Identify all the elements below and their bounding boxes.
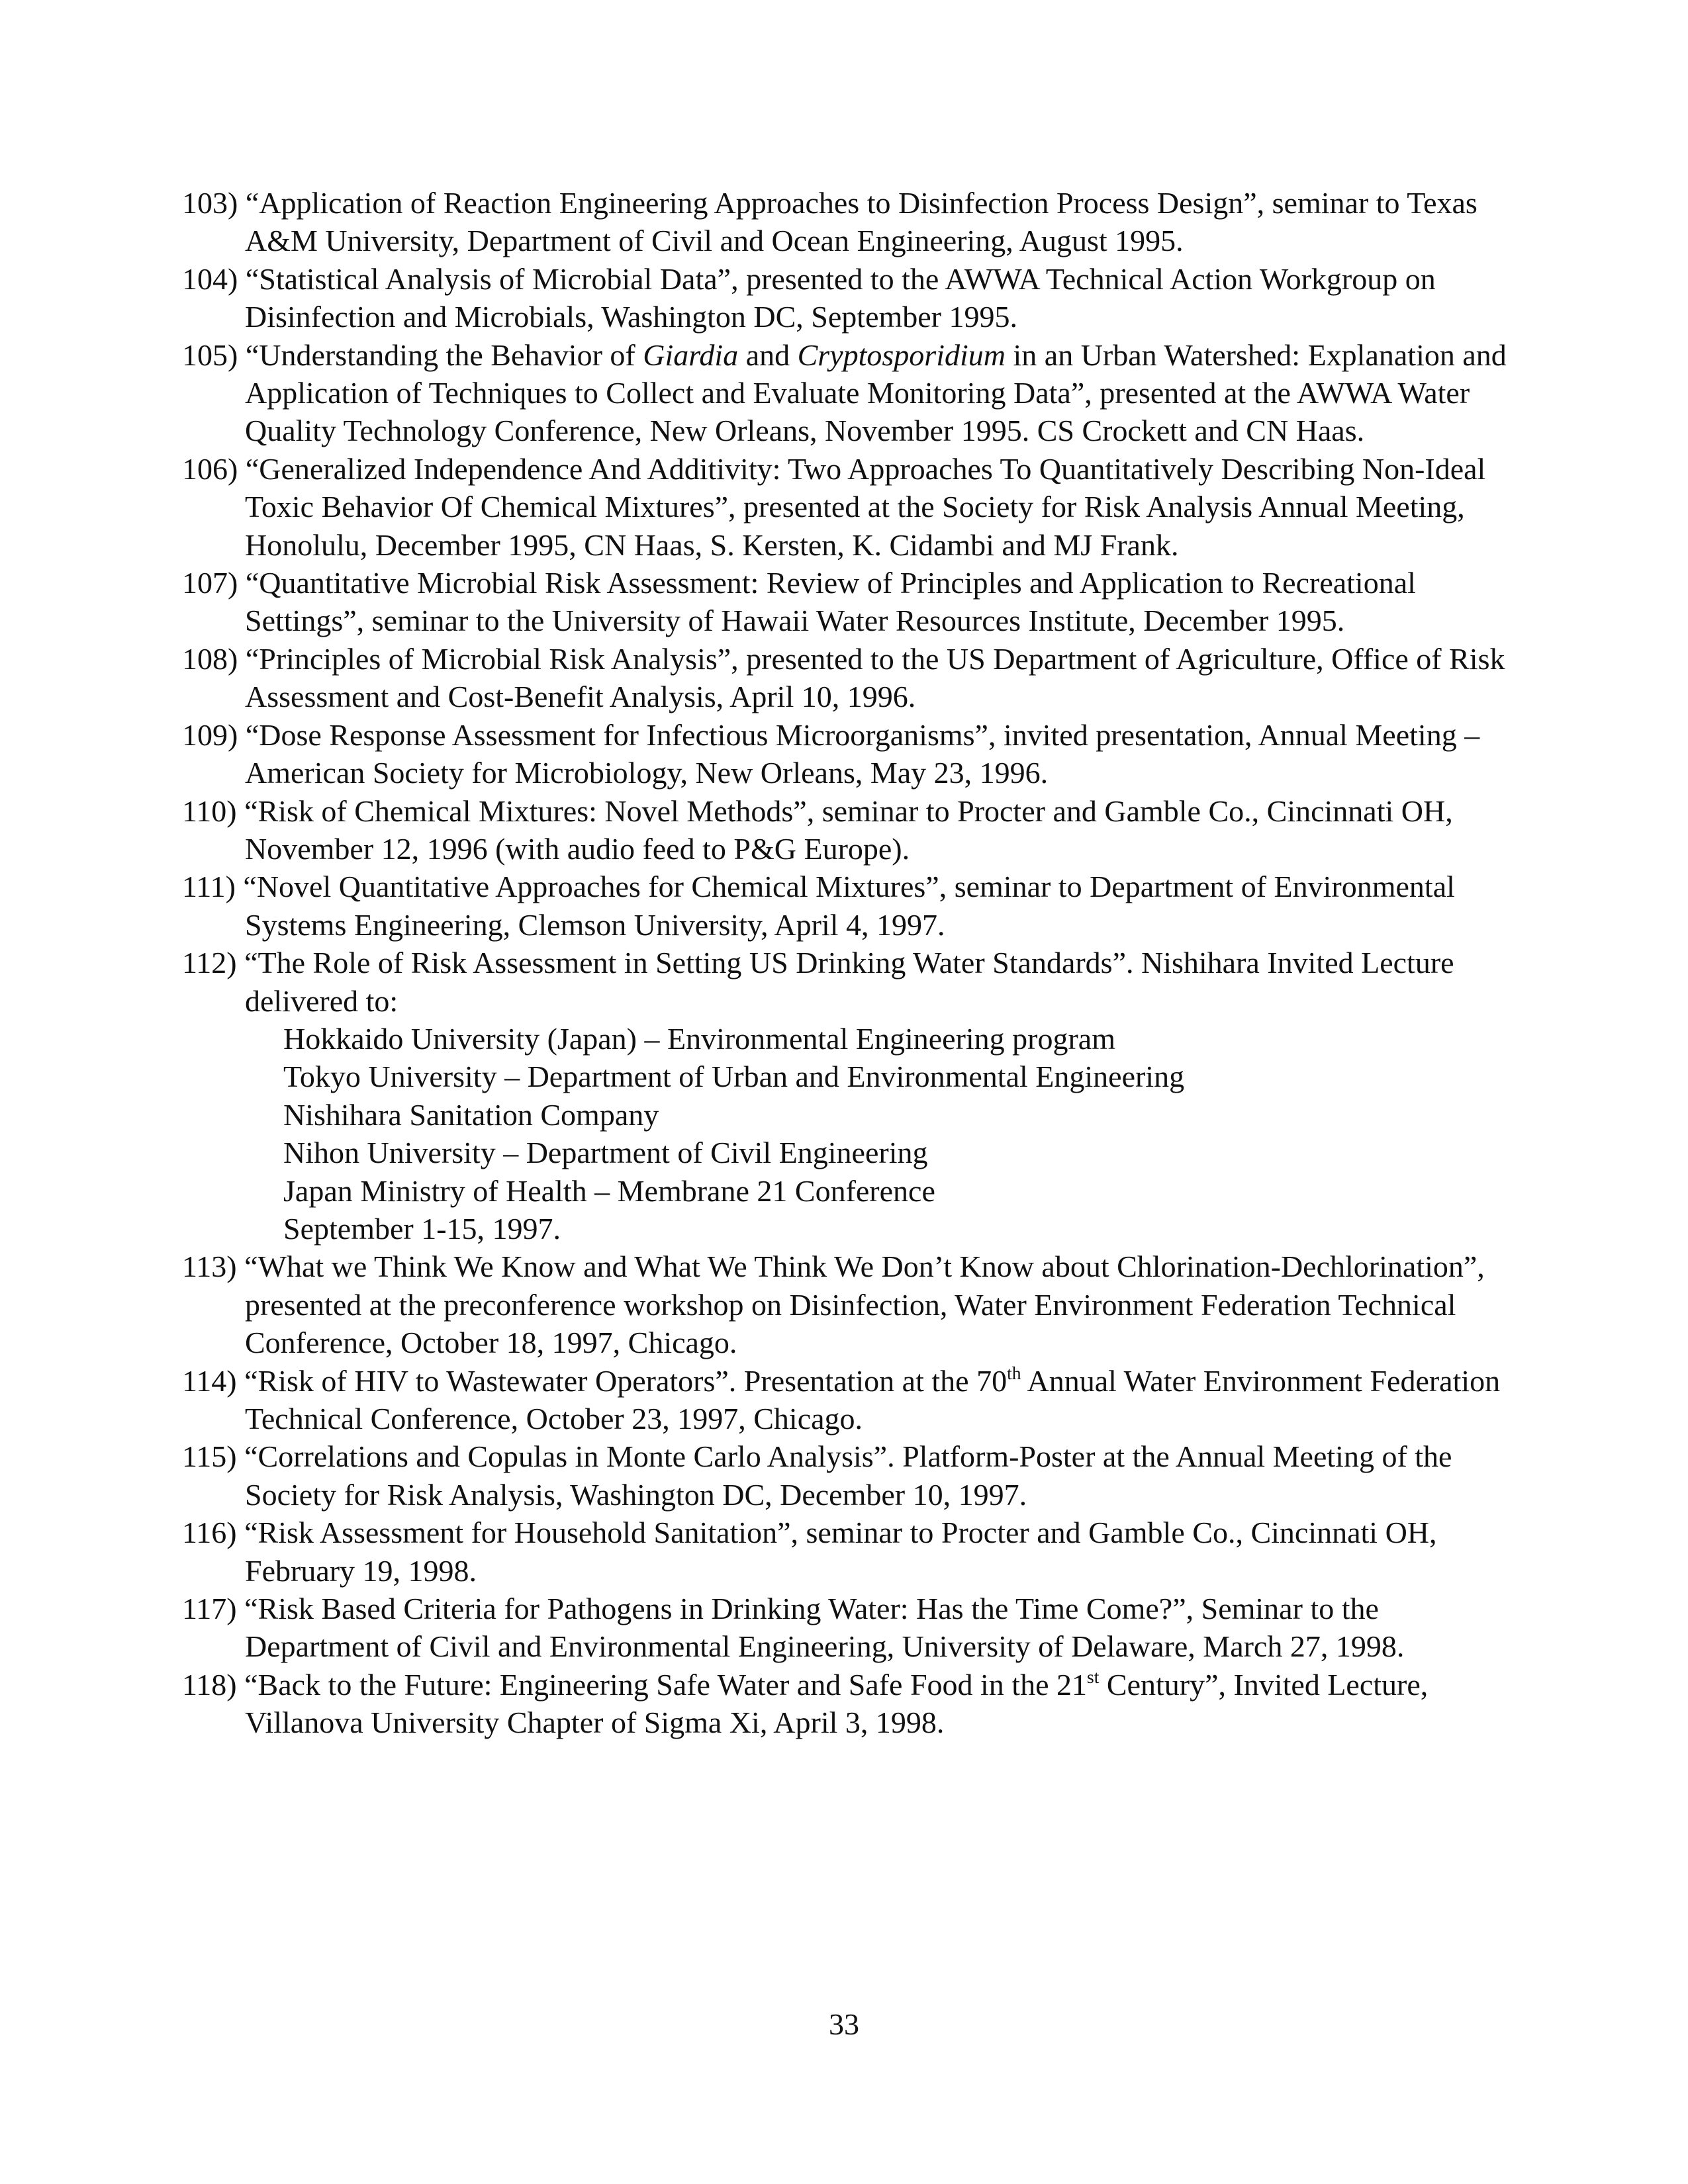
list-item — [182, 1666, 1513, 1742]
entry-number: 111) — [182, 870, 236, 904]
venue-line: September 1-15, 1997. — [283, 1211, 561, 1246]
entry-number: 104) — [182, 261, 238, 296]
entry-number: 103) — [182, 186, 238, 220]
entry-number: 109) — [182, 717, 238, 752]
list-item — [182, 1437, 1513, 1514]
entry-text: and — [738, 338, 798, 372]
entry-text: “Risk Based Criteria for Pathogens in Drinking Water: Has the Time Come?”, Seminar to the Department of Civil and Environmental Engineering, University of Delaware, March 27, 1998. — [244, 1592, 1405, 1664]
entry-number: 107) — [182, 566, 238, 600]
list-item — [182, 792, 1513, 868]
entry-text: in an Urban Watershed: Explanation and Application of Techniques to Collect and Evaluate Monitoring Data”, presented at the AWWA Water Quality Technology Conference, New Orleans, November 1995. CS Crockett and CN Haas. — [245, 338, 1507, 448]
venue-line: Nishihara Sanitation Company — [283, 1097, 659, 1132]
entry-text: “Correlations and Copulas in Monte Carlo Analysis”. Platform-Poster at the Annual Meeting of the Society for Risk Analysis, Washington DC, December 10, 1997. — [244, 1439, 1452, 1512]
entry-number: 117) — [182, 1592, 237, 1626]
presentation-list — [182, 184, 1513, 1742]
entry-text: “Generalized Independence And Additivity: Two Approaches To Quantitatively Describing Non-Ideal Toxic Behavior Of Chemical Mixtures”, presented at the Society for Risk Analysis Annual Meeting, Honolulu, December 1995, CN Haas, S. Kersten, K. Cidambi and MJ Frank. — [245, 451, 1486, 562]
list-item — [182, 1590, 1513, 1666]
entry-text: Annual Water Environment Federation Technical Conference, October 23, 1997, Chicago. — [245, 1363, 1501, 1435]
entry-text: “Risk of Chemical Mixtures: Novel Methods”, seminar to Procter and Gamble Co., Cincinnati OH, November 12, 1996 (with audio feed to P&G Europe). — [244, 794, 1453, 866]
entry-text: “Understanding the Behavior of — [245, 338, 643, 372]
list-item — [182, 1514, 1513, 1590]
entry-number: 116) — [182, 1516, 237, 1550]
list-item — [182, 868, 1513, 944]
list-item — [182, 640, 1513, 716]
entry-text: “Statistical Analysis of Microbial Data”, presented to the AWWA Technical Action Workgroup on Disinfection and Microbials, Washington DC, September 1995. — [245, 261, 1436, 334]
entry-text: “Risk Assessment for Household Sanitation”, seminar to Procter and Gamble Co., Cincinnati OH, February 19, 1998. — [244, 1516, 1437, 1588]
entry-text: “The Role of Risk Assessment in Setting US Drinking Water Standards”. Nishihara Invited Lecture delivered to: — [244, 946, 1454, 1018]
list-item — [182, 944, 1513, 1248]
superscript: th — [1007, 1362, 1021, 1383]
venue-line: Tokyo University – Department of Urban and Environmental Engineering — [283, 1060, 1185, 1094]
entry-text: “Dose Response Assessment for Infectious Microorganisms”, invited presentation, Annual Meeting – American Society for Microbiology, New Orleans, May 23, 1996. — [245, 717, 1480, 790]
list-item — [182, 1248, 1513, 1361]
entry-number: 118) — [182, 1667, 237, 1702]
entry-text: “Back to the Future: Engineering Safe Water and Safe Food in the 21 — [244, 1667, 1088, 1702]
list-item — [182, 184, 1513, 260]
entry-number: 112) — [182, 946, 237, 980]
italic-term: Giardia — [643, 338, 739, 372]
venue-line: Hokkaido University (Japan) – Environmental Engineering program — [283, 1021, 1116, 1056]
entry-text: “Quantitative Microbial Risk Assessment: Review of Principles and Application to Recreational Settings”, seminar to the University of Hawaii Water Resources Institute, December 1995. — [245, 566, 1416, 638]
venue-line: Nihon University – Department of Civil Engineering — [283, 1136, 928, 1170]
entry-number: 114) — [182, 1363, 237, 1398]
entry-number: 113) — [182, 1250, 237, 1284]
page-number: 33 — [829, 2007, 859, 2041]
entry-number: 108) — [182, 641, 238, 676]
entry-text: “What we Think We Know and What We Think We Don’t Know about Chlorination-Dechlorination”, presented at the preconference workshop on Disinfection, Water Environment Federation Technical Conference, October 18, 1997, Chicago. — [244, 1250, 1485, 1360]
entry-text: “Principles of Microbial Risk Analysis”, presented to the US Department of Agriculture, Office of Risk Assessment and Cost-Benefit Analysis, April 10, 1996. — [245, 641, 1505, 714]
list-item — [182, 450, 1513, 564]
entry-text: “Risk of HIV to Wastewater Operators”. Presentation at the 70 — [244, 1363, 1008, 1398]
venue-line: Japan Ministry of Health – Membrane 21 Conference — [283, 1173, 935, 1208]
entry-number: 115) — [182, 1439, 237, 1474]
list-item — [182, 716, 1513, 792]
superscript: st — [1087, 1666, 1100, 1687]
entry-text: Century”, Invited Lecture, Villanova University Chapter of Sigma Xi, April 3, 1998. — [245, 1667, 1429, 1740]
italic-term: Cryptosporidium — [797, 338, 1006, 372]
entry-number: 106) — [182, 451, 238, 486]
list-item — [182, 564, 1513, 640]
entry-number: 105) — [182, 338, 238, 372]
list-item — [182, 1362, 1513, 1438]
entry-text: “Novel Quantitative Approaches for Chemical Mixtures”, seminar to Department of Environmental Systems Engineering, Clemson University, April 4, 1997. — [243, 870, 1455, 942]
list-item — [182, 260, 1513, 336]
list-item — [182, 336, 1513, 450]
entry-number: 110) — [182, 794, 237, 828]
entry-text: “Application of Reaction Engineering Approaches to Disinfection Process Design”, seminar to Texas A&M University, Department of Civil and Ocean Engineering, August 1995. — [245, 186, 1477, 258]
